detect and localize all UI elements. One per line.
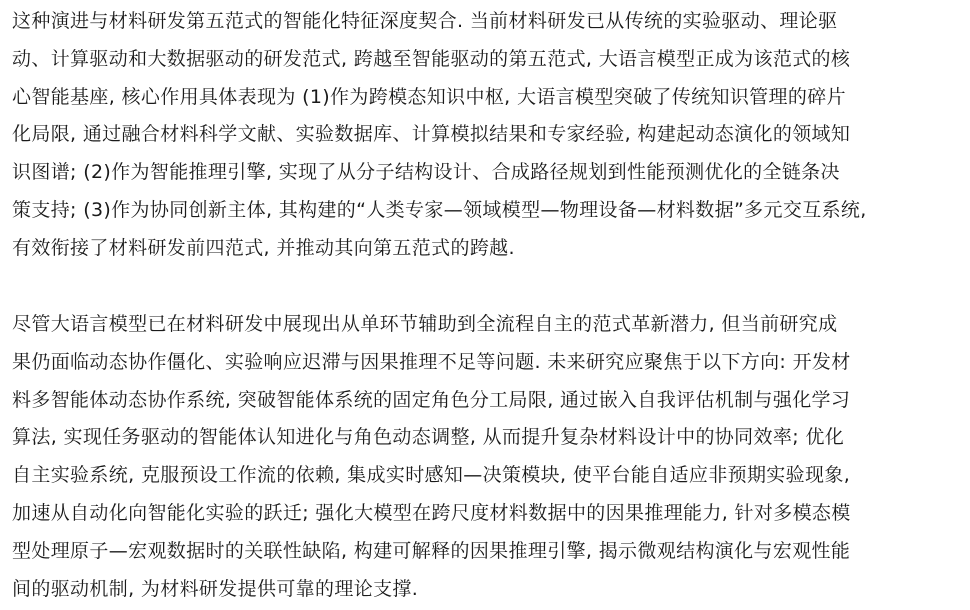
text-line: 这种演进与材料研发第五范式的智能化特征深度契合. 当前材料研发已从传统的实验驱动、理论驱 xyxy=(12,10,838,32)
text-line: 型处理原子—宏观数据时的关联性缺陷, 构建可解释的因果推理引擎, 揭示微观结构演化与宏观性能 xyxy=(12,539,851,562)
text-line: 果仍面临动态协作僵化、实验响应迟滞与因果推理不足等问题. 未来研究应聚焦于以下方向: 开发材 xyxy=(12,350,851,373)
text-line: 间的驱动机制, 为材料研发提供可靠的理论支撑. xyxy=(12,577,419,600)
text-line: 识图谱; (2)作为智能推理引擎, 实现了从分子结构设计、合成路径规划到性能预测优化的全链条决 xyxy=(12,161,840,184)
text-line: 加速从自动化向智能化实验的跃迁; 强化大模型在跨尺度材料数据中的因果推理能力, 针对多模态模 xyxy=(12,501,851,524)
text-line: 化局限, 通过融合材料科学文献、实验数据库、计算模拟结果和专家经验, 构建起动态演化的领域知 xyxy=(12,123,851,146)
text-line: 尽管大语言模型已在材料研发中展现出从单环节辅助到全流程自主的范式革新潜力, 但当前研究成 xyxy=(12,313,838,335)
text-line: 自主实验系统, 克服预设工作流的依赖, 集成实时感知—决策模块, 使平台能自适应非预期实验现象, xyxy=(12,464,851,487)
text-line: 算法, 实现任务驱动的智能体认知进化与角色动态调整, 从而提升复杂材料设计中的协同效率; 优化 xyxy=(12,426,845,449)
paragraph-1 xyxy=(12,3,960,268)
text-line: 心智能基座, 核心作用具体表现为 (1)作为跨模态知识中枢, 大语言模型突破了传统知识管理的碎片 xyxy=(12,85,846,108)
text-line: 动、计算驱动和大数据驱动的研发范式, 跨越至智能驱动的第五范式, 大语言模型正成为该范式的核 xyxy=(12,47,851,70)
paragraph-2 xyxy=(12,306,960,608)
text-line: 料多智能体动态协作系统, 突破智能体系统的固定角色分工局限, 通过嵌入自我评估机制与强化学习 xyxy=(12,388,851,411)
text-line: 策支持; (3)作为协同创新主体, 其构建的“人类专家—领域模型—物理设备—材料数据”多元交互系统, xyxy=(12,198,867,221)
text-line: 有效衔接了材料研发前四范式, 并推动其向第五范式的跨越. xyxy=(12,236,515,259)
